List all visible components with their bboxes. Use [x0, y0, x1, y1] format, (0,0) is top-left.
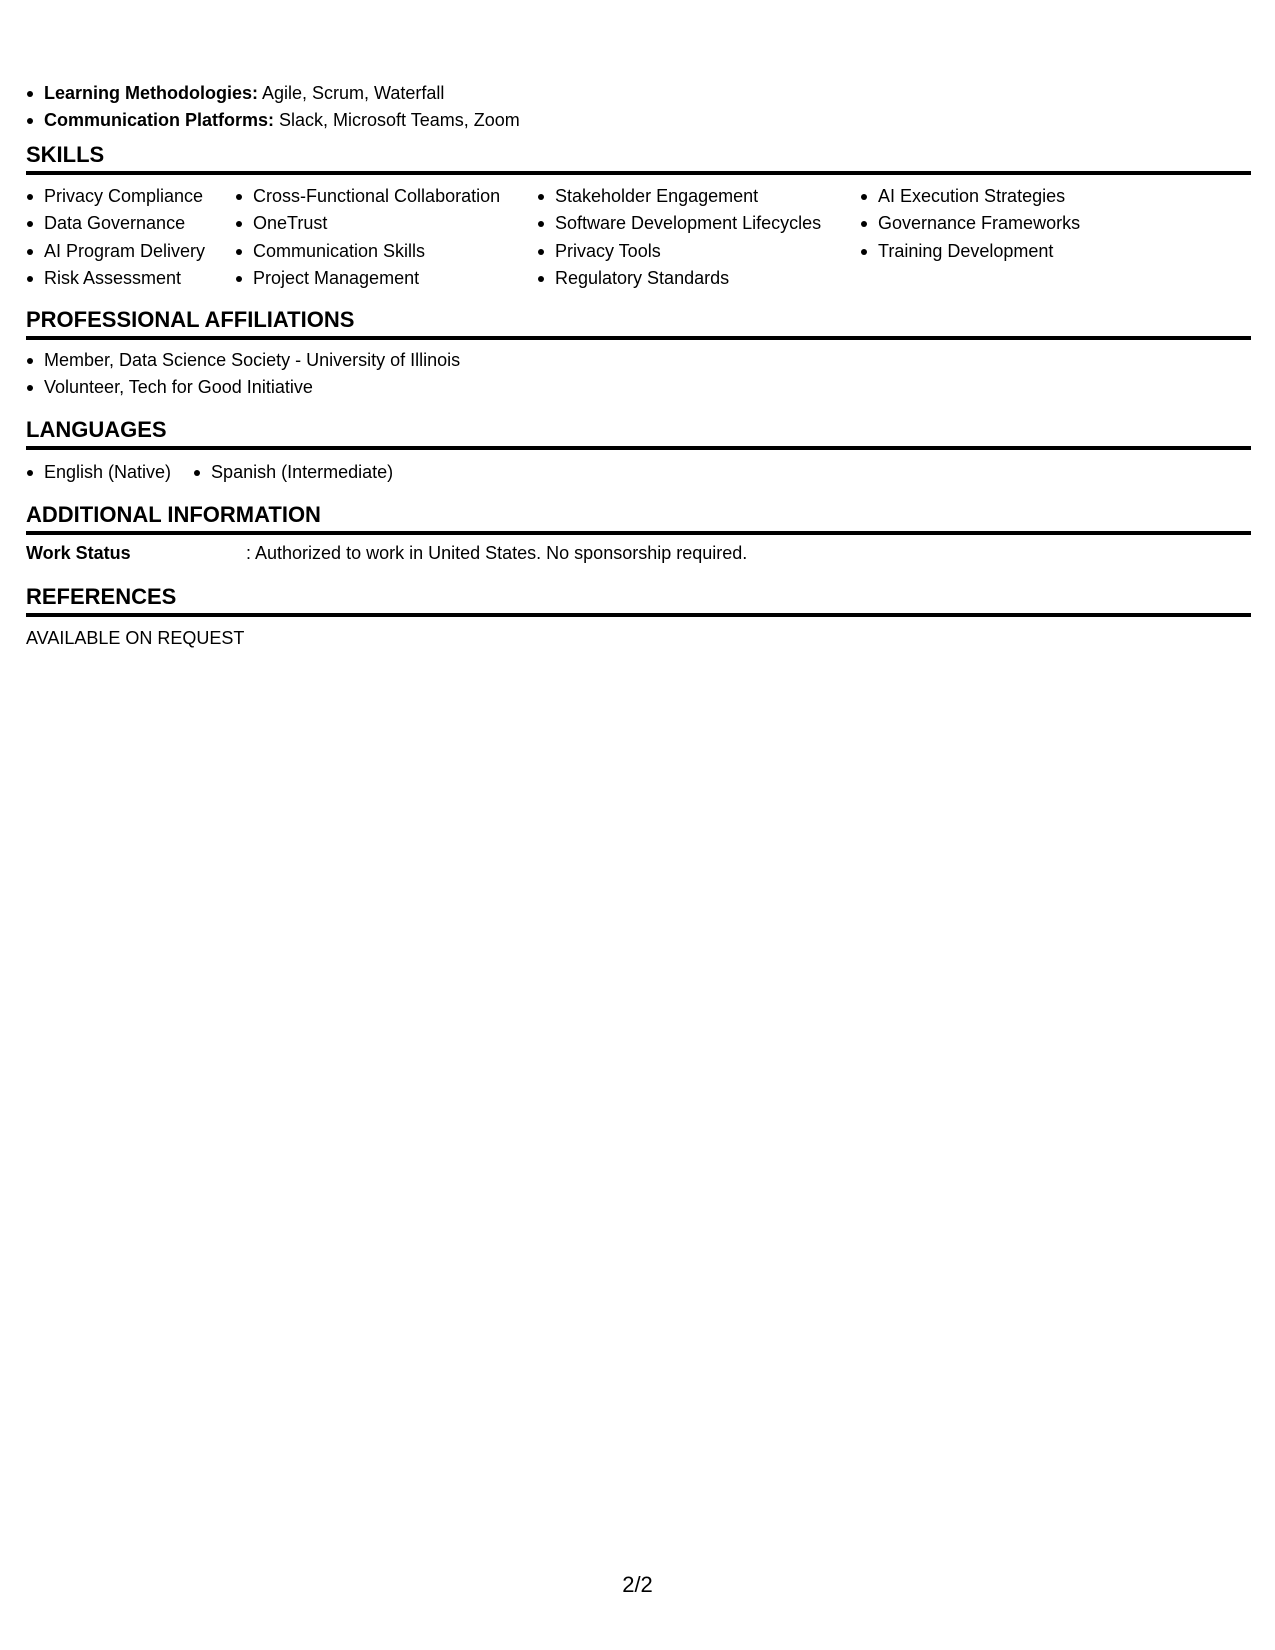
skill-item: Stakeholder Engagement	[537, 183, 821, 210]
skills-section	[26, 143, 1251, 295]
work-status-label: Work Status	[26, 543, 131, 563]
section-title: ADDITIONAL INFORMATION	[26, 503, 1251, 535]
skill-item: OneTrust	[235, 210, 500, 237]
skills-grid	[26, 175, 1251, 295]
skill-item: Privacy Compliance	[26, 183, 205, 210]
languages-list	[26, 450, 1251, 486]
skills-column	[26, 183, 205, 292]
language-item: Spanish (Intermediate)	[193, 459, 393, 486]
additional-info-section	[26, 503, 1251, 567]
page-number: 2/2	[622, 1572, 653, 1597]
languages-section	[26, 418, 1251, 486]
section-title: LANGUAGES	[26, 418, 1251, 450]
section-title: REFERENCES	[26, 585, 1251, 617]
skill-item: Privacy Tools	[537, 238, 821, 265]
references-text: AVAILABLE ON REQUEST	[26, 628, 245, 648]
section-title: PROFESSIONAL AFFILIATIONS	[26, 308, 1251, 340]
language-item: English (Native)	[26, 459, 171, 486]
skill-item: Project Management	[235, 265, 500, 292]
work-status-row	[26, 535, 1251, 567]
list-item: Volunteer, Tech for Good Initiative	[26, 374, 1251, 401]
skills-column	[235, 183, 500, 292]
list-item	[26, 107, 520, 134]
tools-list	[26, 80, 520, 133]
item-value: Slack, Microsoft Teams, Zoom	[274, 109, 520, 130]
skill-item: Software Development Lifecycles	[537, 210, 821, 237]
skill-item: Risk Assessment	[26, 265, 205, 292]
item-label: Communication Platforms:	[44, 109, 275, 130]
skill-item: Governance Frameworks	[860, 210, 1080, 237]
references-section	[26, 585, 1251, 652]
item-label: Learning Methodologies:	[44, 83, 258, 103]
list-item	[26, 80, 520, 107]
skill-item: Regulatory Standards	[537, 265, 821, 292]
skill-item: AI Program Delivery	[26, 238, 205, 265]
affiliations-list	[26, 340, 1251, 400]
list-item: Member, Data Science Society - University of Illinois	[26, 347, 1251, 374]
skill-item: Data Governance	[26, 210, 205, 237]
affiliations-section	[26, 308, 1251, 400]
skills-column	[860, 183, 1080, 265]
section-title: SKILLS	[26, 143, 1251, 175]
skill-item: AI Execution Strategies	[860, 183, 1080, 210]
skill-item: Communication Skills	[235, 238, 500, 265]
work-status-value: : Authorized to work in United States. No sponsorship required.	[246, 543, 748, 563]
skills-column	[537, 183, 821, 292]
item-value: Agile, Scrum, Waterfall	[258, 83, 445, 103]
skill-item: Cross-Functional Collaboration	[235, 183, 500, 210]
skill-item: Training Development	[860, 238, 1080, 265]
